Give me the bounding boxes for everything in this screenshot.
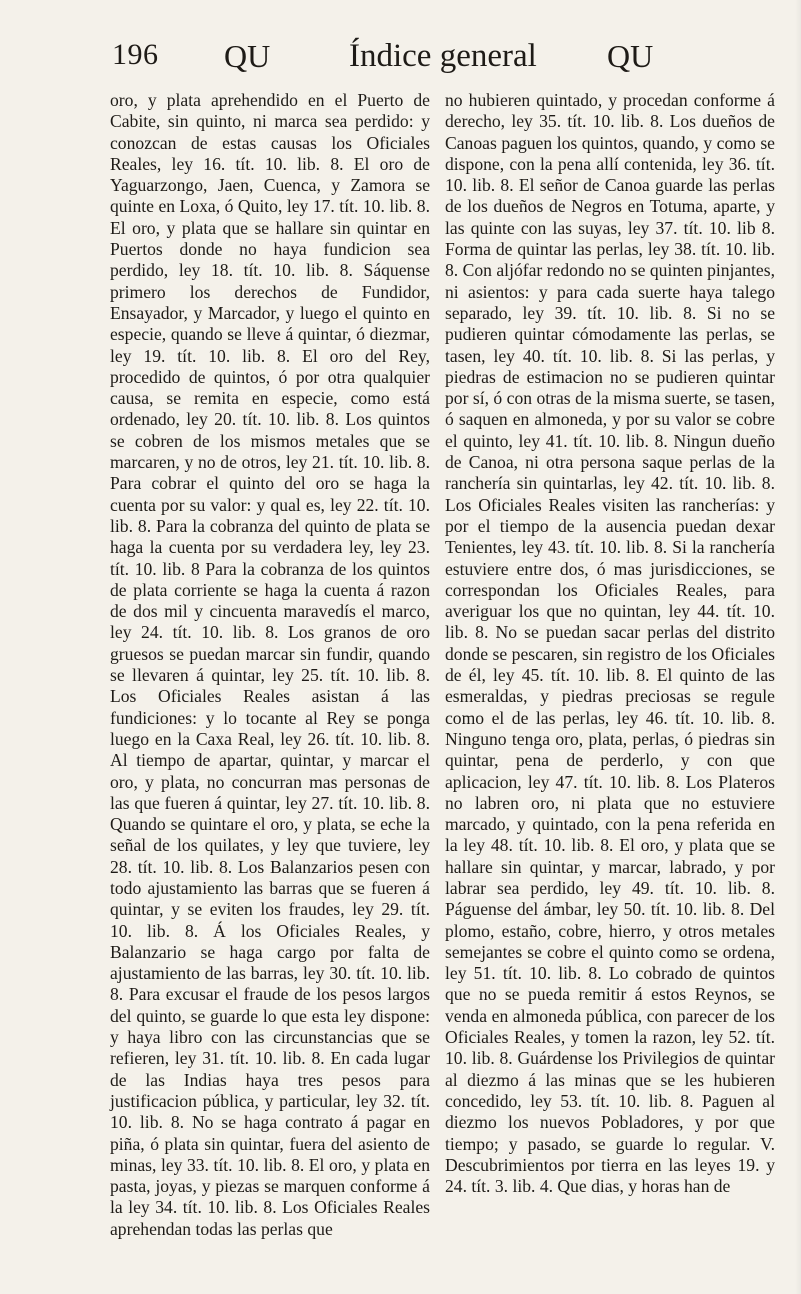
right-column-paragraph: no hubieren quintado, y procedan conforme á derecho, ley 35. tít. 10. lib. 8. Los dueños de Canoas paguen los quintos, quando, y como se dispone, con la pena allí contenida, ley 36. tít. 10. lib. 8. El señor de Canoa guarde las perlas de los dueños de Negros en Totuma, aparte, y las quinte con las suyas, ley 37. tít. 10. lib 8. Forma de quintar las perlas, ley 38. tít. 10. lib. 8. Con aljófar redondo no se quinten pinjantes, ni asientos: y para cada suerte haya talego separado, ley 39. tít. 10. lib. 8. Si no se pudieren quintar cómodamente las perlas, se tasen, ley 40. tít. 10. lib. 8. Si las perlas, y piedras de estimacion no se pudieren quintar por sí, ó con otras de la misma suerte, se tasen, ó saquen en almoneda, y por su valor se cobre el quinto, ley 41. tít. 10. lib. 8. Ningun dueño de Canoa, ni otra persona saque perlas de la ranchería sin quintarlas, ley 42. tít. 10. lib. 8. Los Oficiales Reales visiten las rancherías: y por el tiempo de la ausencia puedan dexar Tenientes, ley 43. tít. 10. lib. 8. Si la ranchería estuviere entre dos, ó mas jurisdicciones, se correspondan los Oficiales Reales, para averiguar los que no quintan, ley 44. tít. 10. lib. 8. No se puedan sacar perlas del distrito donde se pescaren, sin registro de los Oficiales de él, ley 45. tít. 10. lib. 8. El quinto de las esmeraldas, y piedras preciosas se regule como el de las perlas, ley 46. tít. 10. lib. 8. Ninguno tenga oro, plata, perlas, ó piedras sin quintar, pena de perderlo, y con que aplicacion, ley 47. tít. 10. lib. 8. Los Plateros no labren oro, ni plata que no estuviere marcado, y quintado, con la pena referida en la ley 48. tít. 10. lib. 8. El oro, y plata que se hallare sin quintar, y marcar, labrado, y por labrar sea perdido, ley 49. tít. 10. lib. 8. Páguense del ámbar, ley 50. tít. 10. lib. 8. Del plomo, estaño, cobre, hierro, y otros metales semejantes se cobre el quinto como se ordena, ley 51. tít. 10. lib. 8. Lo cobrado de quintos que no se pueda remitir á estos Reynos, se venda en almoneda pública, con parecer de los Oficiales Reales, y tomen la razon, ley 52. tít. 10. lib. 8. Guárdense los Privilegios de quintar al diezmo á las minas que se les hubieren concedido, ley 53. tít. 10. lib. 8. Paguen al diezmo los nuevos Pobladores, y por que tiempo; y pasado, se guarde lo regular. V. Descubrimientos por tierra en las leyes 19. y 24. tít. 3. lib. 4. Que dias, y horas han de bbox=[445, 90, 775, 1197]
left-guide-word: QU bbox=[224, 38, 271, 74]
page-number: 196 bbox=[112, 38, 159, 71]
running-title: Índice general bbox=[349, 38, 537, 74]
left-text-column bbox=[110, 90, 430, 1240]
page-header bbox=[112, 38, 688, 78]
right-guide-word: QU bbox=[607, 38, 654, 74]
left-column-paragraph: oro, y plata aprehendido en el Puerto de Cabite, sin quinto, ni marca sea perdido: y conozcan de estas causas los Oficiales Reales, ley 16. tít. 10. lib. 8. El oro de Yaguarzongo, Jaen, Cuenca, y Zamora se quinte en Loxa, ó Quito, ley 17. tít. 10. lib. 8. El oro, y plata que se hallare sin quintar en Puertos donde no haya fundicion sea perdido, ley 18. tít. 10. lib. 8. Sáquense primero los derechos de Fundidor, Ensayador, y Marcador, y luego el quinto en especie, quando se lleve á quintar, ó diezmar, ley 19. tít. 10. lib. 8. El oro del Rey, procedido de quintos, ó por otra qualquier causa, se remita en especie, como está ordenado, ley 20. tít. 10. lib. 8. Los quintos se cobren de los mismos metales que se marcaren, y no de otros, ley 21. tít. 10. lib. 8. Para cobrar el quinto del oro se haga la cuenta por su valor: y qual es, ley 22. tít. 10. lib. 8. Para la cobranza del quinto de plata se haga la cuenta por su verdadera ley, ley 23. tít. 10. lib. 8 Para la cobranza de los quintos de plata corriente se haga la cuenta á razon de dos mil y cincuenta maravedís el marco, ley 24. tít. 10. lib. 8. Los granos de oro gruesos se puedan marcar sin fundir, quando se llevaren á quintar, ley 25. tít. 10. lib. 8. Los Oficiales Reales asistan á las fundiciones: y lo tocante al Rey se ponga luego en la Caxa Real, ley 26. tít. 10. lib. 8. Al tiempo de apartar, quintar, y marcar el oro, y plata, no concurran mas personas de las que fueren á quintar, ley 27. tít. 10. lib. 8. Quando se quintare el oro, y plata, se eche la señal de los quilates, y ley que tuviere, ley 28. tít. 10. lib. 8. Los Balanzarios pesen con todo ajustamiento las barras que se fueren á quintar, y se eviten los fraudes, ley 29. tít. 10. lib. 8. Á los Oficiales Reales, y Balanzario se haga cargo por falta de ajustamiento de las barras, ley 30. tít. 10. lib. 8. Para excusar el fraude de los pesos largos del quinto, se guarde lo que esta ley dispone: y haya libro con las circunstancias que se refieren, ley 31. tít. 10. lib. 8. En cada lugar de las Indias haya tres pesos para justificacion pública, y particular, ley 32. tít. 10. lib. 8. No se haga contrato á pagar en piña, ó plata sin quintar, fuera del asiento de minas, ley 33. tít. 10. lib. 8. El oro, y plata en pasta, joyas, y piezas se marquen conforme á la ley 34. tít. 10. lib. 8. Los Oficiales Reales aprehendan todas las perlas que bbox=[110, 90, 430, 1239]
right-text-column bbox=[445, 90, 775, 1197]
page-edge-shadow bbox=[795, 0, 801, 1294]
